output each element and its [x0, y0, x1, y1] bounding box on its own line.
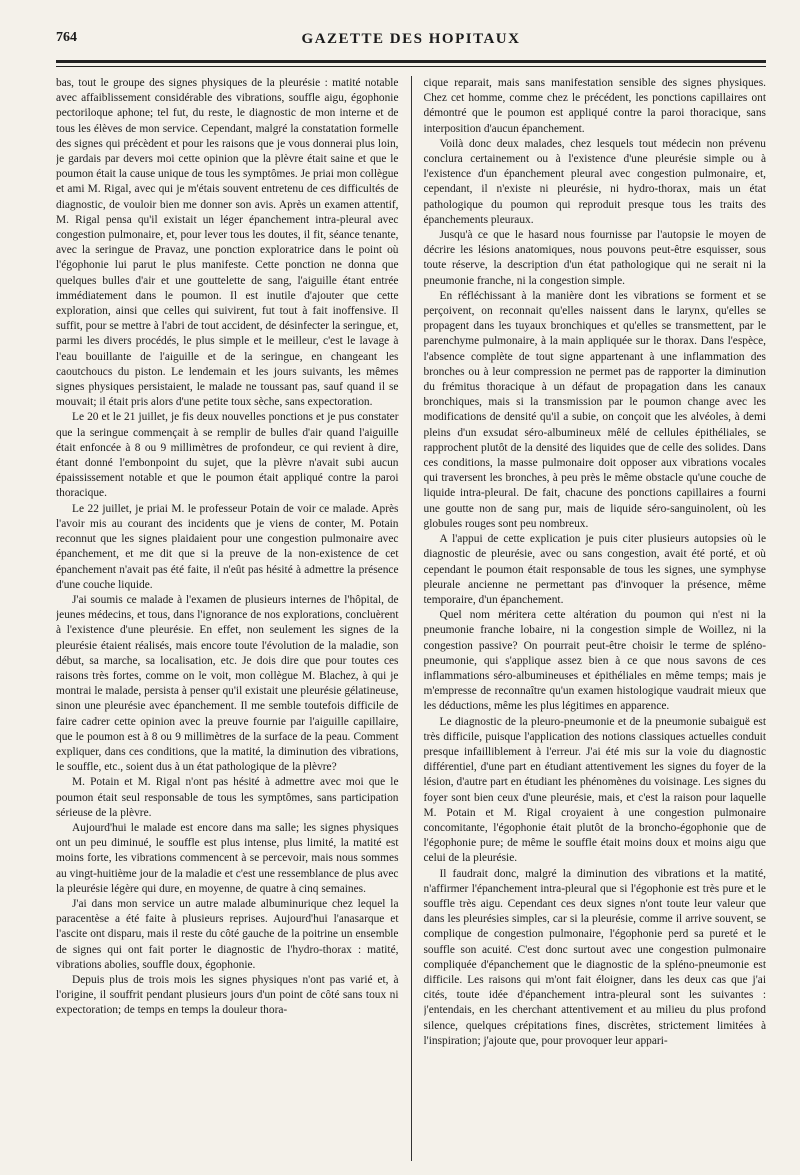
paragraph: Le 20 et le 21 juillet, je fis deux nouvelles ponctions et je pus constater que la seringue commençait à se remplir de bulles d'air quand l'aiguille était enfoncée à 8 ou 9 millimètres de profondeur, ce qui revient à dire, étant donné l'embonpoint du sujet, que la plèvre n'avait subi aucun épaississement notable et que le poumon était appliqué contre la paroi thoracique. — [56, 411, 399, 500]
paragraph: cique reparait, mais sans manifestation sensible des signes physiques. Chez cet homme, comme chez le précédent, les ponctions capillaires ont démontré que le poumon est appliqué contre la paroi thoracique, sans interposition d'aucun épanchement. — [423, 77, 766, 135]
header-rule-thick — [56, 60, 766, 63]
journal-title: GAZETTE DES HOPITAUX — [301, 30, 521, 47]
paragraph: A l'appui de cette explication je puis citer plusieurs autopsies où le diagnostic de pleurésie, avec ou sans congestion, avait été porté, et où cependant le poumon était responsable de tous les signes, une symphyse pleurale ancienne ne permettant pas d'invoquer la présence, même temporaire, d'un épanchement. — [423, 533, 766, 606]
paragraph: Quel nom méritera cette altération du poumon qui n'est ni la pneumonie franche lobaire, ni la congestion simple de Woillez, ni la congestion passive? On pourrait peut-être choisir le terme de spléno-pneumonie, qui s'applique assez bien à ce que nous savons de ces inflammations séro-albumineuses et épithéliales en même temps; mais je m'empresse de reconnaître qu'un examen histologique vaudrait mieux que les déductions, même les plus légitimes en apparence. — [423, 609, 766, 713]
header-rule-thin — [56, 66, 766, 67]
article-columns — [56, 76, 766, 1161]
column-divider — [411, 76, 412, 1161]
paragraph: J'ai soumis ce malade à l'examen de plusieurs internes de l'hôpital, de jeunes médecins, et tous, dans l'ignorance de nos explorations, concluèrent à l'existence d'une pleurésie. En effet, non seulement les signes de la pleurésie étaient réalisés, mais encore toute l'évolution de la maladie, son début, sa marche, sa localisation, etc. Je dois dire que pour toutes ces raisons très fortes, comme on le voit, mon collègue M. Blachez, à qui je montrai le malade, persista à penser qu'il existait une pleurésie gélatineuse, sinon une pleurésie avec épanchement. Il me semble toutefois difficile de faire cadrer cette opinion avec la preuve fournie par l'aiguille capillaire, que le poumon est à 8 ou 9 millimètres de la surface de la peau. Comment expliquer, dans ces conditions, que la matité, la diminution des vibrations, le souffle, etc., soient dus à un état pathologique de la plèvre? — [56, 593, 399, 774]
left-column — [56, 76, 399, 1161]
paragraph: Le diagnostic de la pleuro-pneumonie et de la pneumonie subaiguë est très difficile, puisque l'application des notions classiques actuelles conduit presque infailliblement à l'erreur. J'ai été mis sur la voie du diagnostic différentiel, d'une part en étudiant attentivement les signes du foyer de la lésion, d'autre part en étudiant les phénomènes du voisinage. Les signes du foyer sont bien ceux d'une pleurésie, mais, et c'est la raison pour laquelle M. Potain et M. Rigal croyaient à une congestion pulmonaire concomitante, l'égophonie était plutôt de la broncho-égophonie que de l'égophonie pure; de même le souffle était moins doux et moins aigu que celui de la pleurésie. — [423, 715, 766, 865]
paragraph: J'ai dans mon service un autre malade albuminurique chez lequel la paracentèse a été faite à plusieurs reprises. Aujourd'hui l'anasarque et l'ascite ont disparu, mais il reste du côté gauche de la poitrine un ensemble de signes qui ont fait porter le diagnostic de l'hydro-thorax : matité, vibrations abolies, souffle doux, égophonie. — [56, 897, 399, 971]
page-number: 764 — [56, 30, 77, 45]
paragraph: Jusqu'à ce que le hasard nous fournisse par l'autopsie le moyen de décrire les lésions anatomiques, nous pouvons peut-être esquisser, sous toute réserve, la description d'un état pathologique qui ne serait ni la pneumonie franche, ni la congestion simple. — [423, 229, 766, 287]
paragraph: Le 22 juillet, je priai M. le professeur Potain de voir ce malade. Après l'avoir mis au courant des incidents que je viens de conter, M. Potain reconnut que les signes plaidaient pour une congestion pulmonaire avec épanchement, et me dit que si la preuve de la non-existence de cet épanchement n'avait pas été faite, il n'eût pas hésité à admettre la présence d'une couche liquide. — [56, 502, 399, 591]
page-header — [56, 26, 766, 52]
paragraph: Voilà donc deux malades, chez lesquels tout médecin non prévenu conclura certainement ou à l'existence d'une pleurésie simple ou à l'existence d'un épanchement pleural avec congestion pulmonaire, et, cependant, il n'existe ni pleurésie, ni hydro-thorax, mais un état pathologique du poumon qui reproduit presque tous les traits des épanchements pleuraux. — [423, 137, 766, 226]
paragraph: bas, tout le groupe des signes physiques de la pleurésie : matité notable avec affaiblissement considérable des vibrations, souffle aigu, égophonie pectoriloque aphone; tel fut, du reste, le diagnostic de mon interne et de tous les élèves de mon service. Cependant, malgré la constatation formelle des signes qui précèdent et pour les raisons que je vous donnerai plus loin, je gardais par devers moi cette opinion que la plèvre était saine et que le poumon était la cause unique de tous les symptômes. Je priai mon collègue et ami M. Rigal, avec qui je m'étais souvent entretenu de ces difficultés de diagnostic, de vouloir bien me donner son avis. Après un examen attentif, M. Rigal pensa qu'il existait un léger épanchement intra-pleural avec congestion pulmonaire, et, pour lever tous les doutes, il fit, séance tenante, avec la seringue de Pravaz, une ponction exploratrice dans le point où l'égophonie lui parut le plus manifeste. Cette ponction ne donna que quelques bulles d'air et une gouttelette de sang, l'aiguille étant entrée immédiatement dans le poumon. Il est inutile d'ajouter que cette exploration, ainsi que celles qui suivirent, fut tout à fait inoffensive. Il suffit, pour se mettre à l'abri de tout accident, de désinfecter la seringue, et, parmi les divers procédés, le plus simple et le meilleur, c'est le lavage à l'eau bouillante de l'aiguille et de la seringue, en changeant les caoutchoucs du piston. Le lendemain et les jours suivants, les mêmes signes physiques persistaient, le malade ne toussant pas, sauf quand il se mouvait; il était pris alors d'une petite toux sèche, sans expectoration. — [56, 77, 399, 409]
paragraph: En réfléchissant à la manière dont les vibrations se forment et se perçoivent, on reconnait qu'elles naissent dans le larynx, qu'elles se propagent dans les tuyaux bronchiques et qu'elles se transmettent, par le parenchyme pulmonaire, à la main appliquée sur le thorax. Dans l'espèce, l'absence complète de tout signe appartenant à une inflammation des bronches ou à leur compression ne permet pas de rapporter la diminution du frémitus thoracique à un défaut de propagation dans les canaux bronchiques, mais si la transmission par le poumon change avec les modifications de densité qu'il a subie, on conçoit que les alvéoles, à demi pleins d'un exsudat séro-albumineux mêlé de cellules épithéliales, se rapprochent plutôt de la densité des liquides que de celle des solides. Dans ces conditions, la masse pulmonaire doit opposer aux vibrations vocales qui traversent les bronches, à peu près le même obstacle qu'une couche de liquide intra-pleural. De fait, chacune des ponctions capillaires a fourni une goutte non de sang pur, mais de liquide séro-sanguinolent, où les globules rouges sont peu nombreux. — [423, 289, 766, 530]
paragraph: Aujourd'hui le malade est encore dans ma salle; les signes physiques ont un peu diminué, le souffle est plus intense, plus limité, la matité est moins forte, les vibrations commencent à se percevoir, mais nous sommes au vingt-huitième jour de la maladie et c'est une ressemblance de plus avec la pleurésie légère qui dure, en moyenne, de quatre à cinq semaines. — [56, 821, 399, 895]
paragraph: Depuis plus de trois mois les signes physiques n'ont pas varié et, à l'origine, il souffrit pendant plusieurs jours d'un point de côté sans toux ni expectoration; de temps en temps la douleur thora- — [56, 973, 399, 1017]
right-column — [424, 76, 767, 1161]
paragraph: M. Potain et M. Rigal n'ont pas hésité à admettre avec moi que le poumon était seul responsable de tous les symptômes, sans participation sérieuse de la plèvre. — [56, 776, 399, 819]
paragraph: Il faudrait donc, malgré la diminution des vibrations et la matité, n'affirmer l'épanchement intra-pleural que si l'égophonie est très pure et le souffle très aigu. Cependant ces deux signes n'ont toute leur valeur que dans les pleurésies simples, car si la pleurésie, comme il arrive souvent, se complique de congestion pulmonaire, l'égophonie perd sa pureté et le souffle son acuité. C'est donc surtout avec une congestion pulmonaire compliquée d'épanchement que le diagnostic de la spléno-pneumonie est difficile. Les raisons qui m'ont fait éloigner, dans les deux cas que j'ai cités, toute idée d'épanchement intra-pleural sont les suivantes : j'entendais, en les cherchant attentivement et au milieu du plus profond silence, quelques crépitations fines, discrètes, strictement limitées à l'inspiration; j'ajoute que, pour provoquer leur appari- — [423, 867, 766, 1047]
